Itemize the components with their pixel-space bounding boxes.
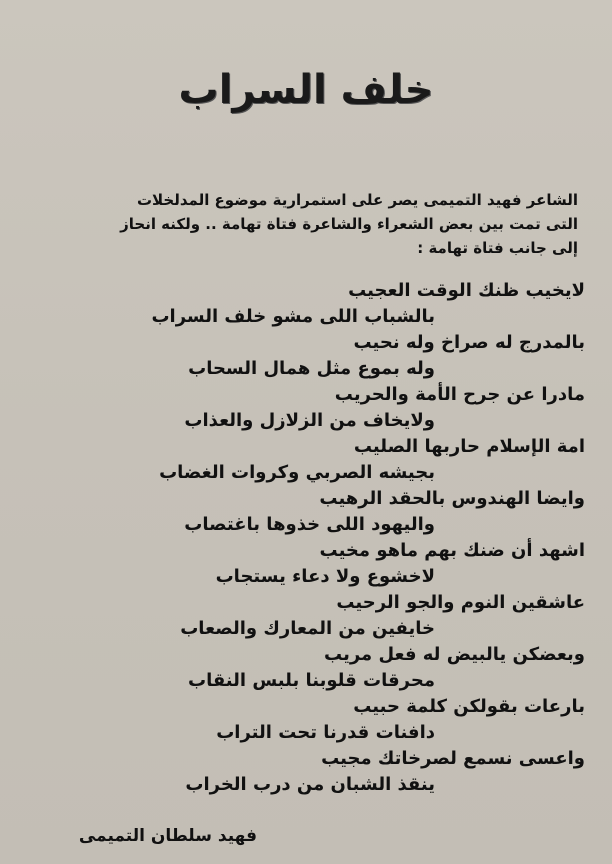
verse-second-half: خايفين من المعارك والصعاب (180, 618, 435, 639)
verse-second-half: وله بموع مثل همال السحاب (188, 358, 435, 379)
verse-first-half: لايخيب ظنك الوقت العجيب (348, 280, 585, 301)
verse-second-half: بجيشه الصربي وكروات الغضاب (159, 462, 435, 483)
intro-paragraph (34, 188, 578, 260)
verse-first-half: بالمدرج له صراخ وله نحيب (353, 332, 585, 353)
verse-first-half: بارعات بقولكن كلمة حبيب (353, 696, 585, 717)
poet-signature: فهيد سلطان التميمى (78, 826, 257, 846)
verse-first-half: واعسى نسمع لصرخاتك مجيب (321, 748, 585, 769)
intro-line: التى تمت بين بعض الشعراء والشاعرة فتاة تهامة .. ولكنه انحاز (120, 215, 578, 233)
poem-body (20, 278, 585, 798)
verse-first-half: عاشقين النوم والجو الرحيب (336, 592, 585, 613)
intro-line: الشاعر فهيد التميمى يصر على استمرارية موضوع المدلخلات (136, 191, 578, 209)
verse-second-half: واليهود اللى خذوها باغتصاب (184, 514, 435, 535)
verse-first-half: امة الإسلام حاربها الصليب (353, 436, 585, 457)
verse-second-half: بالشباب اللى مشو خلف السراب (151, 306, 435, 327)
verse-first-half: وبعضكن يالبيض له فعل مريب (324, 644, 585, 665)
verse-first-half: اشهد أن ضنك بهم ماهو مخيب (319, 540, 585, 561)
intro-line: إلى جانب فتاة تهامة : (417, 239, 578, 257)
verse-first-half: وايضا الهندوس بالحقد الرهيب (319, 488, 585, 509)
verse-second-half: ولايخاف من الزلازل والعذاب (184, 410, 435, 431)
poem-title: خلف السراب (178, 67, 434, 113)
verse-second-half: لاخشوع ولا دعاء يستجاب (215, 566, 435, 587)
verse-first-half: مادرا عن جرح الأمة والحريب (334, 384, 585, 405)
verse-second-half: محرقات قلوبنا بلبس النقاب (187, 670, 435, 691)
verse-second-half: دافنات قدرنا تحت التراب (216, 722, 435, 743)
verse-second-half: ينقذ الشبان من درب الخراب (185, 774, 435, 795)
